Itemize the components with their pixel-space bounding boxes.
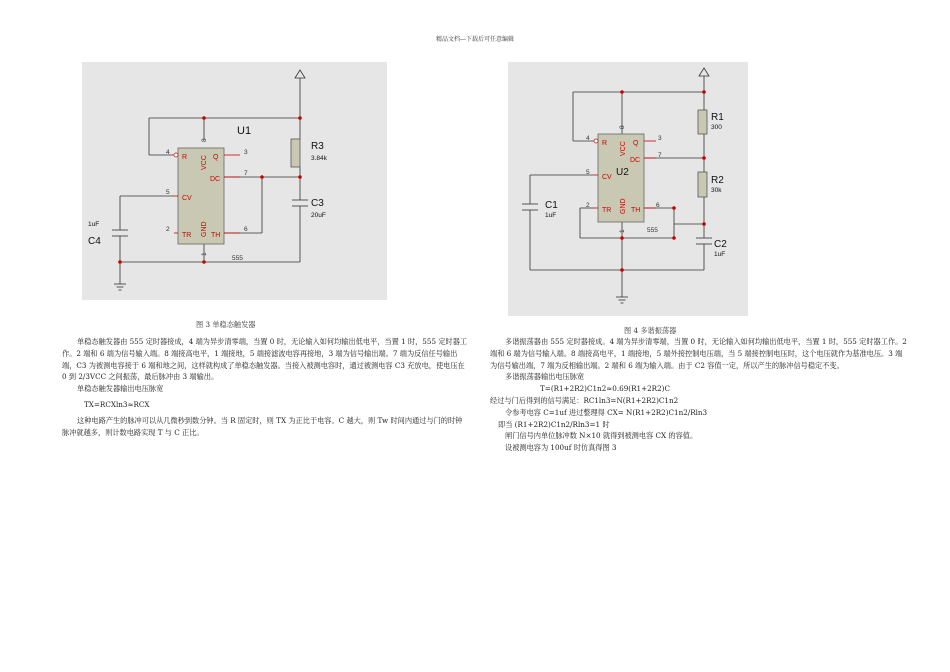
pin-dc-label: DC <box>210 176 221 183</box>
pin-number-4: 4 <box>166 149 170 156</box>
astable-formula: T=(R1+2R2)C1n2≈0.69(R1+2R2)C <box>540 384 670 394</box>
u2-pin-number-5: 5 <box>586 169 590 176</box>
u2-pin-number-1: 1 <box>619 229 626 233</box>
u2-label: U2 <box>616 167 629 178</box>
r3-label: R3 <box>311 141 324 152</box>
r3-value: 3.84k <box>311 155 327 162</box>
r2-value: 30k <box>711 187 722 194</box>
u2-pin-dc-label: DC <box>630 157 641 164</box>
u2-pin-number-7: 7 <box>658 152 662 159</box>
chip-555-label: 555 <box>232 255 243 262</box>
u2-pin-number-4: 4 <box>586 135 590 142</box>
pin-number-5: 5 <box>166 189 170 196</box>
c4-label: C4 <box>88 236 101 247</box>
r1-value: 300 <box>711 124 722 131</box>
u2-pin-vcc-label: VCC <box>620 141 627 156</box>
left-text-column <box>62 336 468 438</box>
c3-label: C3 <box>311 198 324 209</box>
u2-pin-number-3: 3 <box>658 135 662 142</box>
pin-gnd-label: GND <box>201 221 208 237</box>
c2-label: C2 <box>714 239 727 250</box>
simulation-note: 设被测电容为 100uf 时仿真得图 3 <box>505 443 617 453</box>
reference-capacitor-formula: 令参考电容 C=1uf 进过整理得 CX= N(R1+2R2)C1n2/Rln3 <box>505 407 708 417</box>
c1-label: C1 <box>545 200 558 211</box>
u2-pin-number-6: 6 <box>656 202 660 209</box>
gate-pulse-count: 闸门信号内单位脉冲数 N×10 就得到被测电容 CX 的容值。 <box>505 431 698 441</box>
c2-value: 1uF <box>714 251 726 258</box>
pin-number-2: 2 <box>166 226 170 233</box>
astable-pulse-heading: 多谐振荡器输出电压脉宽 <box>505 372 585 382</box>
u1-label: U1 <box>237 125 252 137</box>
u2-pin-gnd-label: GND <box>620 198 627 214</box>
pin-r-label: R <box>182 154 188 161</box>
pin-vcc-label: VCC <box>201 155 208 170</box>
u2-pin-th-label: TH <box>631 207 641 214</box>
pin-number-8: 8 <box>201 138 208 142</box>
pin-number-3: 3 <box>244 149 248 156</box>
c4-value: 1uF <box>88 221 100 228</box>
pin-tr-label: TR <box>182 232 192 239</box>
c1-value: 1uF <box>545 212 557 219</box>
u2-pin-tr-label: TR <box>602 207 612 214</box>
monostable-pulse-heading: 单稳态触发器输出电压脉宽 <box>77 384 164 394</box>
monostable-explanation: 这种电路产生的脉冲可以从几微秒到数分钟。当 R 固定时，则 TX 为正比于电容。C 越大，则 Tw 时间内通过与门的时钟脉冲就越多，则计数电路实现 T 与 C 正比。 <box>62 415 463 437</box>
pin-q-label: Q <box>213 154 219 161</box>
pin-th-label: TH <box>211 232 221 239</box>
pin-cv-label: CV <box>182 195 192 202</box>
r2-label: R2 <box>711 175 724 186</box>
c3-value: 20uF <box>311 212 326 219</box>
pin-number-6: 6 <box>244 226 248 233</box>
pin-number-7: 7 <box>244 170 248 177</box>
r1-label: R1 <box>711 112 724 123</box>
u2-pin-number-2: 2 <box>586 202 590 209</box>
u2-pin-q-label: Q <box>633 140 639 147</box>
monostable-formula: TX=RCXln3≈RCX <box>84 399 150 409</box>
pin-number-1: 1 <box>201 252 208 256</box>
unity-condition: 即当 (R1+2R2)C1n2/Rln3=1 时 <box>498 419 610 429</box>
monostable-description: 单稳态触发器由 555 定时器接成，4 端为异步清零端，当置 0 时，无论输入如何均输出低电平，当置 1 时，555 定时器工作。2 端和 6 端为信号输入端。8 端接高电平，1 端接地，5 端接滤波电容再接地，3 端为信号输出端。7 端为反信任号输出端，C3 为被测电容接于 6 端和地之间，这样就构成了单稳态触发器。当接入被测电容时，通过被测电容 C3 充放电，使电压在 0 到 2/3VCC 之间振荡，最后脉冲由 3 端输出。 <box>62 337 468 382</box>
u2-pin-number-8: 8 <box>619 125 626 129</box>
astable-schematic <box>508 62 748 316</box>
right-text-column <box>490 336 908 454</box>
monostable-schematic <box>82 62 387 300</box>
u2-chip-555-label: 555 <box>647 227 658 234</box>
u2-pin-r-label: R <box>602 140 608 147</box>
page-header: 精品文档---下载后可任意编辑 <box>435 36 515 43</box>
and-gate-condition: 经过与门后得到的信号满足：RC1ln3=N(R1+2R2)C1n2 <box>490 395 679 405</box>
figure-3-caption: 图 3 单稳态触发器 <box>196 320 256 329</box>
astable-description: 多谐振荡器由 555 定时器接成。4 端为异步清零端，当置 0 时，无论输入如何均输出低电平，当置 1 时，555 定时器工作。2 端和 6 端为信号输入端。8 端接高电平，1 端接地，5 端外接控制电压端，当 5 端接控制电压时，这个电压就作为基准电压。3 端为信号输出端，7 端为反相输出端。2 端和 6 端为输入端。由于 C2 容值一定，所以产生的脉冲信号稳定不变。 <box>490 337 907 370</box>
figure-4-caption: 图 4 多谐振荡器 <box>624 326 677 335</box>
u2-pin-cv-label: CV <box>602 174 612 181</box>
